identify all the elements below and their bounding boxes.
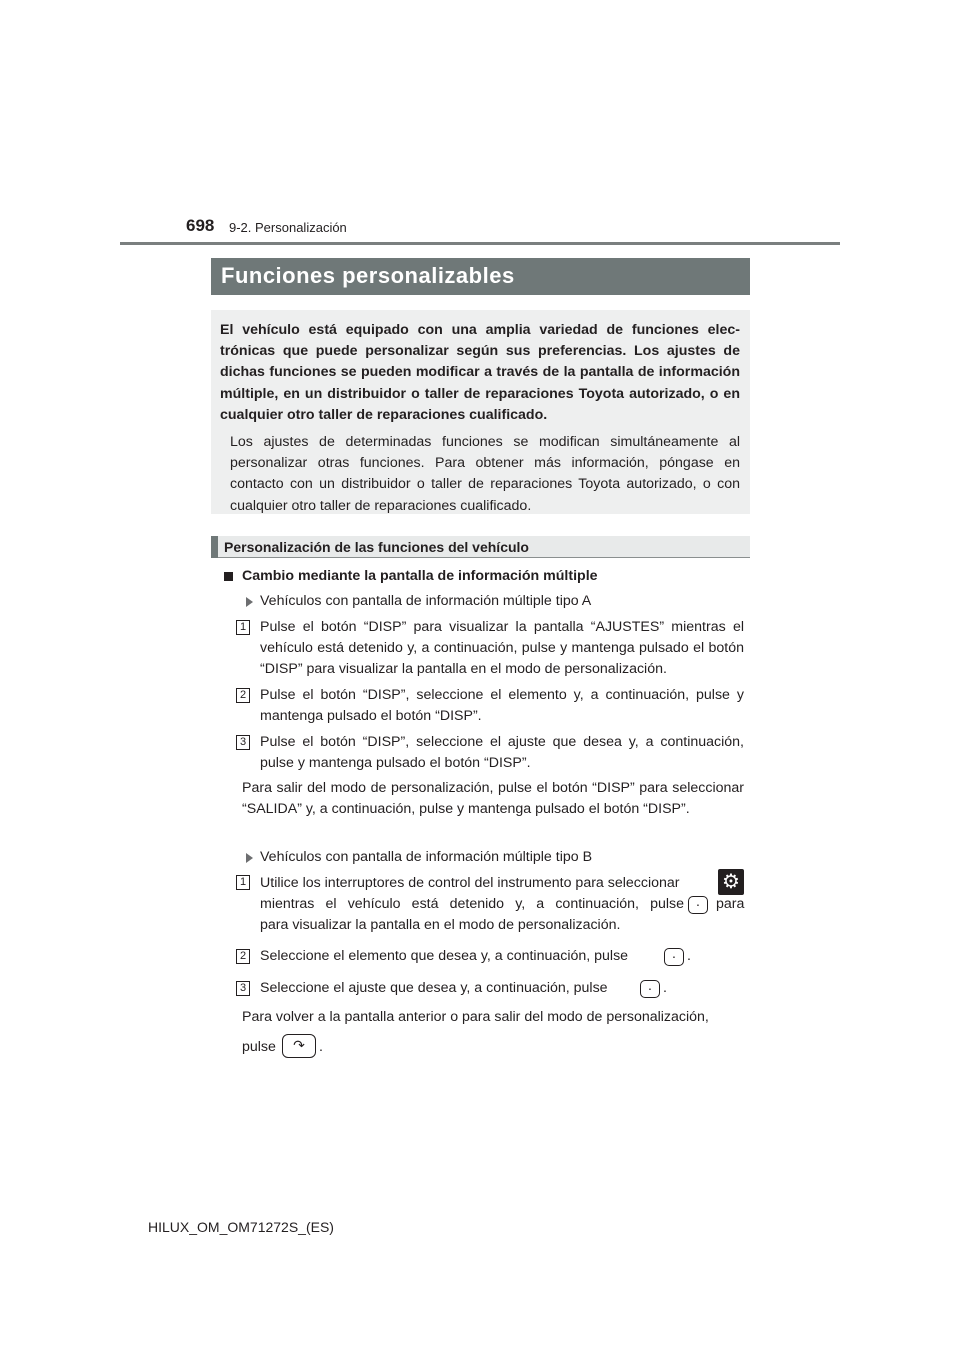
type-a-label: Vehículos con pantalla de información múltiple tipo A bbox=[260, 593, 592, 609]
step-text: Utilice los interruptores de control del instrumento para seleccionar bbox=[260, 875, 680, 891]
back-pulse-end: . bbox=[319, 1039, 323, 1055]
intro-note: Los ajustes de determinadas funciones se modifican simultáneamente al personalizar otras funciones. Para obtener más información, póngase en contacto con un distribuidor o taller de reparaciones Toyota autorizado, o con cualquier otro taller de reparaciones cualificado. bbox=[230, 434, 740, 514]
subheading-marker bbox=[211, 536, 218, 558]
step-text-end: . bbox=[687, 948, 691, 964]
step-number: 3 bbox=[236, 981, 250, 996]
gear-icon: ⚙ bbox=[718, 869, 744, 895]
step-text-tail: para bbox=[716, 896, 745, 912]
footer-code: HILUX_OM_OM71272S_(ES) bbox=[148, 1219, 334, 1235]
step-number: 2 bbox=[236, 688, 250, 703]
page-number: 698 bbox=[186, 216, 215, 235]
step-number: 3 bbox=[236, 735, 250, 750]
triangle-icon bbox=[246, 597, 253, 607]
section-title: 9-2. Personalización bbox=[229, 220, 347, 235]
ok-button-icon: · bbox=[664, 948, 684, 966]
page-title: Funciones personalizables bbox=[211, 258, 750, 295]
bullet-heading: Cambio mediante la pantalla de información múltiple bbox=[242, 568, 598, 584]
step-text-end: . bbox=[663, 980, 667, 996]
subheading-text: Personalización de las funciones del vehículo bbox=[224, 539, 529, 555]
bullet-square-icon bbox=[224, 572, 233, 581]
triangle-icon bbox=[246, 853, 253, 863]
subheading bbox=[211, 536, 750, 558]
step-text: Seleccione el ajuste que desea y, a continuación, pulse bbox=[260, 980, 608, 996]
intro-box bbox=[211, 310, 750, 514]
type-b-label: Vehículos con pantalla de información múltiple tipo B bbox=[260, 849, 593, 865]
back-instructions: Para volver a la pantalla anterior o para salir del modo de personalización, bbox=[242, 1009, 709, 1025]
step-number: 1 bbox=[236, 620, 250, 635]
step-text: para visualizar la pantalla en el modo de personalización. bbox=[260, 917, 621, 933]
ok-button-icon: · bbox=[640, 980, 660, 998]
step-number: 2 bbox=[236, 949, 250, 964]
step-number: 1 bbox=[236, 875, 250, 890]
step-text: Pulse el botón “DISP”, seleccione el ajuste que desea y, a continuación, pulse y mantenga pulsado el botón “DISP”. bbox=[260, 734, 744, 772]
back-button-icon: ↷ bbox=[282, 1034, 316, 1058]
intro-text: El vehículo está equipado con una amplia variedad de funciones electrónicas que puede personalizar según sus preferencias. Los ajustes de dichas funciones se pueden modificar a través de la pantalla de información múltiple, en un distribuidor o taller de reparaciones Toyota autorizado, o en cualquier otro taller de reparaciones cualificado. bbox=[220, 322, 740, 423]
back-pulse-text: pulse bbox=[242, 1039, 276, 1055]
header-rule bbox=[120, 242, 840, 245]
step-text: Seleccione el elemento que desea y, a continuación, pulse bbox=[260, 948, 629, 964]
exit-instructions: Para salir del modo de personalización, pulse el botón “DISP” para seleccionar “SALIDA” y, a continuación, pulse y mantenga pulsado el botón “DISP”. bbox=[242, 780, 744, 818]
ok-button-icon: · bbox=[688, 896, 708, 914]
step-text: mientras el vehículo está detenido y, a continuación, pulse bbox=[260, 896, 684, 912]
step-text: Pulse el botón “DISP”, seleccione el elemento y, a continuación, pulse y mantenga pulsado el botón “DISP”. bbox=[260, 687, 744, 725]
step-text: Pulse el botón “DISP” para visualizar la pantalla “AJUSTES” mientras el vehículo está detenido y, a continuación, pulse y mantenga pulsado el botón “DISP” para visualizar la pantalla en el modo de personalización. bbox=[260, 619, 744, 678]
